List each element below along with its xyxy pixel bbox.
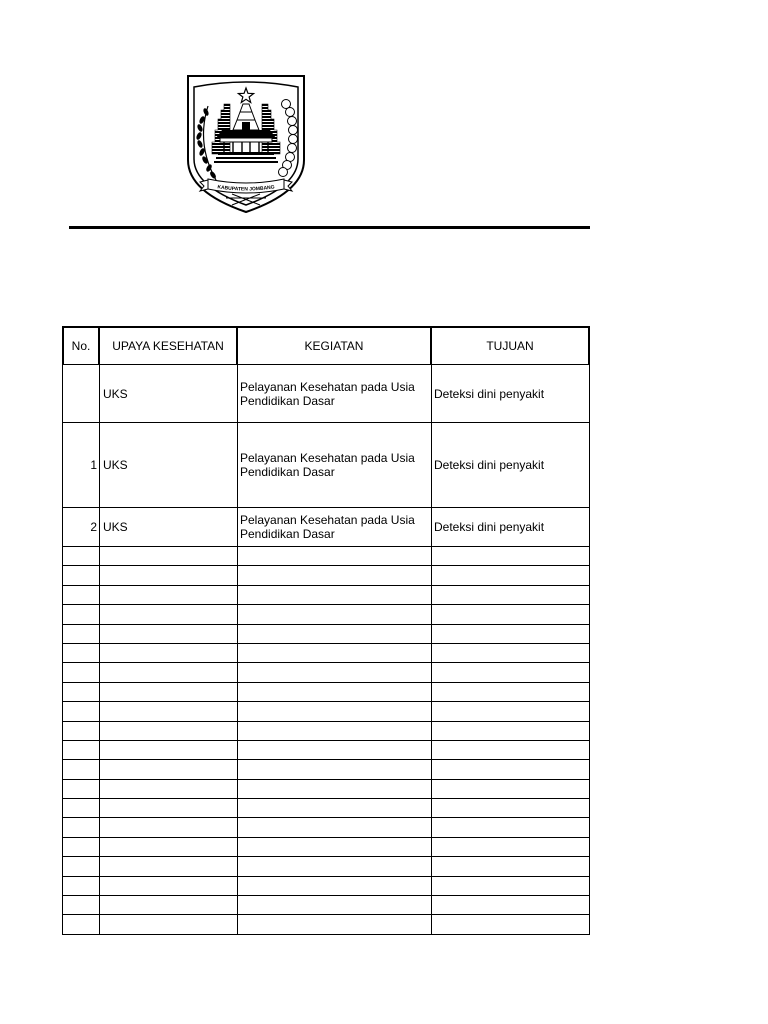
- table-cell-kegiatan: [238, 702, 432, 721]
- table-cell-tujuan: [432, 663, 590, 682]
- table-cell-kegiatan: [238, 605, 432, 624]
- table-cell-upaya: [100, 605, 238, 624]
- table-cell-no: [62, 780, 100, 799]
- cell-text-no: 2: [90, 520, 97, 534]
- table-cell-kegiatan: [238, 663, 432, 682]
- health-activities-table: [62, 326, 590, 935]
- cell-text-tujuan: Deteksi dini penyakit: [434, 458, 545, 472]
- table-cell-upaya: [100, 780, 238, 799]
- table-cell-upaya: [100, 702, 238, 721]
- table-cell-no: [62, 818, 100, 837]
- cell-text-kegiatan: Pelayanan Kesehatan pada Usia Pendidikan Dasar: [240, 451, 415, 479]
- table-cell-upaya: [100, 760, 238, 779]
- table-cell-no: [62, 605, 100, 624]
- table-cell-no: [62, 423, 100, 508]
- table-cell-upaya: [100, 423, 238, 508]
- table-cell-no: [62, 857, 100, 876]
- column-header-kegiatan: KEGIATAN: [238, 326, 432, 365]
- table-cell-no: [62, 625, 100, 644]
- table-cell-kegiatan: [238, 877, 432, 896]
- table-cell-tujuan: [432, 838, 590, 857]
- table-cell-no: [62, 547, 100, 566]
- cell-text-kegiatan: Pelayanan Kesehatan pada Usia Pendidikan Dasar: [240, 513, 415, 541]
- table-cell-upaya: [100, 663, 238, 682]
- table-cell-no: [62, 586, 100, 605]
- table-cell-kegiatan: [238, 760, 432, 779]
- table-cell-upaya: [100, 722, 238, 741]
- table-cell-upaya: [100, 547, 238, 566]
- column-header-upaya-kesehatan: UPAYA KESEHATAN: [100, 326, 238, 365]
- table-cell-kegiatan: [238, 722, 432, 741]
- table-cell-kegiatan: [238, 625, 432, 644]
- table-cell-kegiatan: [238, 586, 432, 605]
- table-cell-tujuan: [432, 722, 590, 741]
- table-cell-tujuan: [432, 566, 590, 585]
- coat-of-arms-icon: [186, 74, 306, 214]
- table-cell-upaya: [100, 857, 238, 876]
- table-cell-no: [62, 799, 100, 818]
- table-cell-upaya: [100, 741, 238, 760]
- table-cell-tujuan: [432, 423, 590, 508]
- table-cell-upaya: [100, 508, 238, 547]
- table-cell-no: [62, 877, 100, 896]
- table-cell-tujuan: [432, 683, 590, 702]
- table-cell-kegiatan: [238, 423, 432, 508]
- table-cell-tujuan: [432, 857, 590, 876]
- table-cell-kegiatan: [238, 857, 432, 876]
- table-cell-kegiatan: [238, 838, 432, 857]
- table-cell-tujuan: [432, 799, 590, 818]
- cell-text-tujuan: Deteksi dini penyakit: [434, 386, 545, 401]
- table-cell-no: [62, 644, 100, 663]
- table-cell-kegiatan: [238, 547, 432, 566]
- table-cell-no: [62, 365, 100, 423]
- ribbon-text: KABUPATEN JOMBANG: [216, 184, 276, 193]
- table-cell-upaya: [100, 818, 238, 837]
- cell-text-no: 1: [90, 458, 97, 472]
- table-cell-tujuan: [432, 780, 590, 799]
- table-cell-no: [62, 702, 100, 721]
- table-cell-tujuan: [432, 605, 590, 624]
- table-cell-upaya: [100, 365, 238, 423]
- table-cell-tujuan: [432, 915, 590, 934]
- table-cell-tujuan: [432, 760, 590, 779]
- table-cell-kegiatan: [238, 799, 432, 818]
- table-cell-upaya: [100, 838, 238, 857]
- table-cell-no: [62, 566, 100, 585]
- table-cell-tujuan: [432, 877, 590, 896]
- table-cell-kegiatan: [238, 818, 432, 837]
- table-cell-tujuan: [432, 508, 590, 547]
- table-cell-no: [62, 760, 100, 779]
- cell-text-upaya: UKS: [103, 458, 128, 472]
- table-cell-tujuan: [432, 644, 590, 663]
- table-cell-kegiatan: [238, 915, 432, 934]
- table-cell-upaya: [100, 799, 238, 818]
- table-cell-kegiatan: [238, 741, 432, 760]
- table-cell-tujuan: [432, 365, 590, 423]
- table-cell-tujuan: [432, 702, 590, 721]
- table-cell-upaya: [100, 566, 238, 585]
- table-cell-no: [62, 838, 100, 857]
- table-cell-no: [62, 508, 100, 547]
- table-cell-upaya: [100, 877, 238, 896]
- table-cell-kegiatan: [238, 644, 432, 663]
- cell-text-tujuan: Deteksi dini penyakit: [434, 520, 545, 534]
- table-cell-tujuan: [432, 547, 590, 566]
- table-cell-no: [62, 741, 100, 760]
- cell-text-upaya: UKS: [103, 520, 128, 534]
- cell-text-kegiatan: Pelayanan Kesehatan pada Usia Pendidikan Dasar: [240, 379, 415, 408]
- header-divider: [69, 226, 590, 229]
- table-cell-no: [62, 683, 100, 702]
- coat-of-arms-logo: [186, 74, 306, 214]
- table-cell-tujuan: [432, 625, 590, 644]
- table-cell-kegiatan: [238, 896, 432, 915]
- table-cell-tujuan: [432, 896, 590, 915]
- table-cell-kegiatan: [238, 780, 432, 799]
- table-cell-upaya: [100, 625, 238, 644]
- table-cell-kegiatan: [238, 508, 432, 547]
- table-cell-upaya: [100, 896, 238, 915]
- table-cell-kegiatan: [238, 683, 432, 702]
- table-cell-upaya: [100, 586, 238, 605]
- table-cell-upaya: [100, 683, 238, 702]
- column-header-tujuan: TUJUAN: [432, 326, 590, 365]
- table-cell-kegiatan: [238, 566, 432, 585]
- table-cell-no: [62, 896, 100, 915]
- table-cell-tujuan: [432, 586, 590, 605]
- table-cell-tujuan: [432, 741, 590, 760]
- table-cell-upaya: [100, 644, 238, 663]
- table-cell-no: [62, 915, 100, 934]
- table-cell-tujuan: [432, 818, 590, 837]
- table-cell-upaya: [100, 915, 238, 934]
- cell-text-upaya: UKS: [103, 386, 128, 401]
- table-cell-no: [62, 722, 100, 741]
- table-cell-kegiatan: [238, 365, 432, 423]
- table-cell-no: [62, 663, 100, 682]
- column-header-no: No.: [62, 326, 100, 365]
